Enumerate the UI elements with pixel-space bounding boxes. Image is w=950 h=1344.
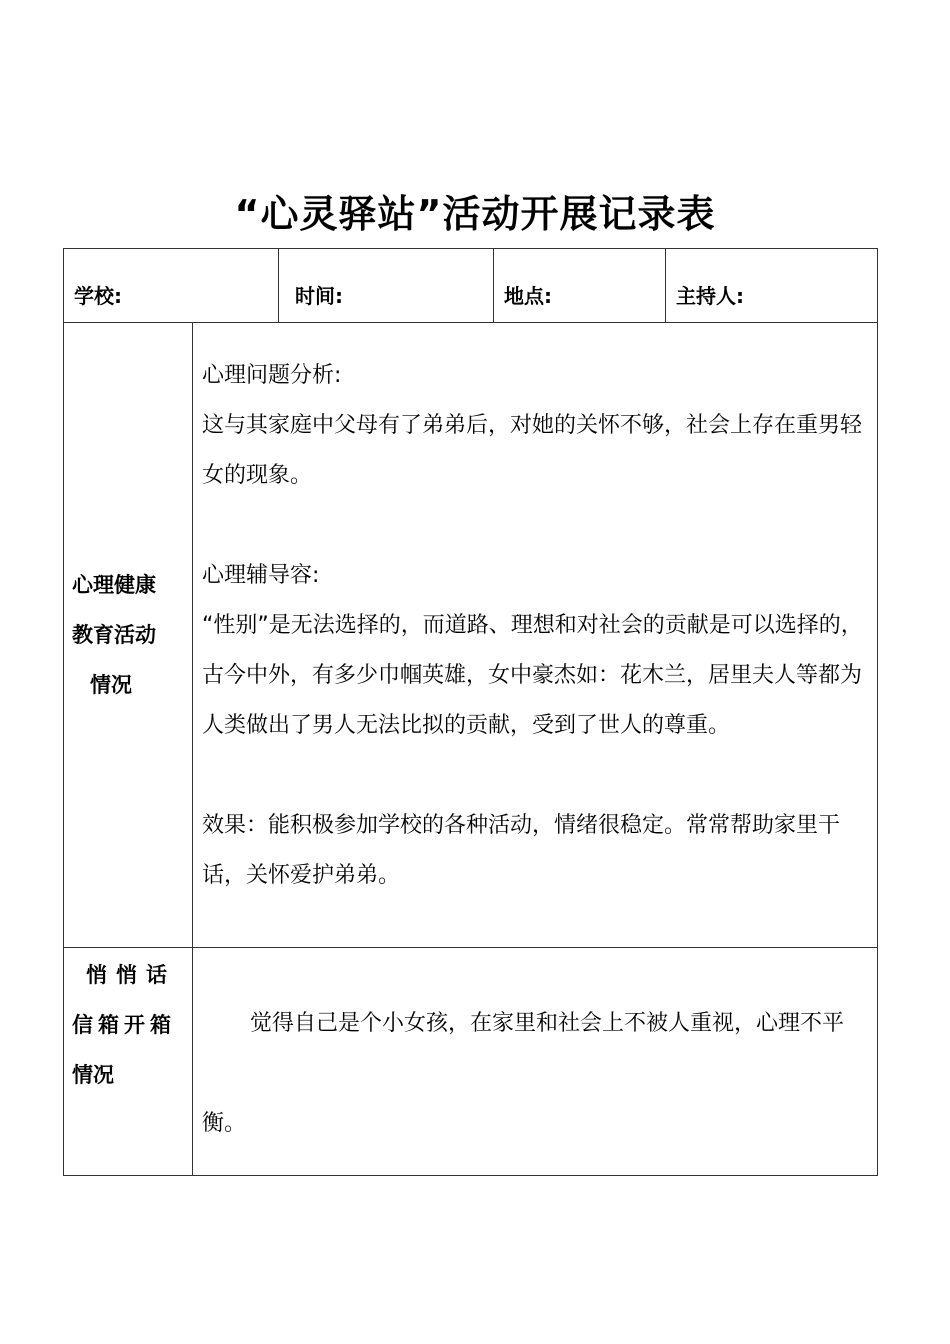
mailbox-label-line-3: 情况 bbox=[72, 1063, 114, 1087]
health-education-content bbox=[193, 323, 878, 948]
school-field bbox=[64, 249, 279, 323]
guidance-text: “性别”是无法选择的，而道路、理想和对社会的贡献是可以选择的，古今中外，有多少巾帼英雄，女中豪杰如：花木兰，居里夫人等都为人类做出了男人无法比拟的贡献，受到了世人的尊重。 bbox=[202, 613, 863, 738]
mailbox-label-line-1: 悄悄话 bbox=[86, 963, 176, 987]
place-field bbox=[494, 249, 666, 323]
header-row bbox=[64, 249, 878, 323]
page-title: “心灵驿站”活动开展记录表 bbox=[234, 192, 716, 236]
effect-text: 效果：能积极参加学校的各种活动，情绪很稳定。常常帮助家里干话，关怀爱护弟弟。 bbox=[202, 813, 841, 888]
health-education-label bbox=[64, 323, 193, 948]
health-education-row bbox=[64, 323, 878, 948]
host-field bbox=[666, 249, 878, 323]
mailbox-text: 觉得自己是个小女孩，在家里和社会上不被人重视，心理不平衡。 bbox=[202, 1011, 845, 1136]
time-field bbox=[279, 249, 494, 323]
host-label: 主持人: bbox=[676, 284, 744, 308]
guidance-title: 心理辅导容: bbox=[202, 563, 320, 588]
mailbox-label-line-2: 信箱开箱 bbox=[72, 1013, 176, 1037]
place-label: 地点: bbox=[504, 284, 552, 308]
mailbox-label bbox=[64, 948, 193, 1176]
mailbox-row bbox=[64, 948, 878, 1176]
health-label-line-1: 心理健康 bbox=[72, 573, 156, 597]
time-label: 时间: bbox=[295, 284, 343, 308]
school-label: 学校: bbox=[74, 284, 122, 308]
spacer bbox=[202, 501, 869, 551]
mailbox-content bbox=[193, 948, 878, 1176]
record-table bbox=[63, 248, 878, 1176]
analysis-title: 心理问题分析: bbox=[202, 363, 342, 388]
health-label-line-2: 教育活动 bbox=[72, 623, 156, 647]
analysis-text: 这与其家庭中父母有了弟弟后，对她的关怀不够，社会上存在重男轻女的现象。 bbox=[202, 413, 863, 488]
health-label-line-3: 情况 bbox=[90, 673, 132, 697]
spacer bbox=[202, 751, 869, 801]
